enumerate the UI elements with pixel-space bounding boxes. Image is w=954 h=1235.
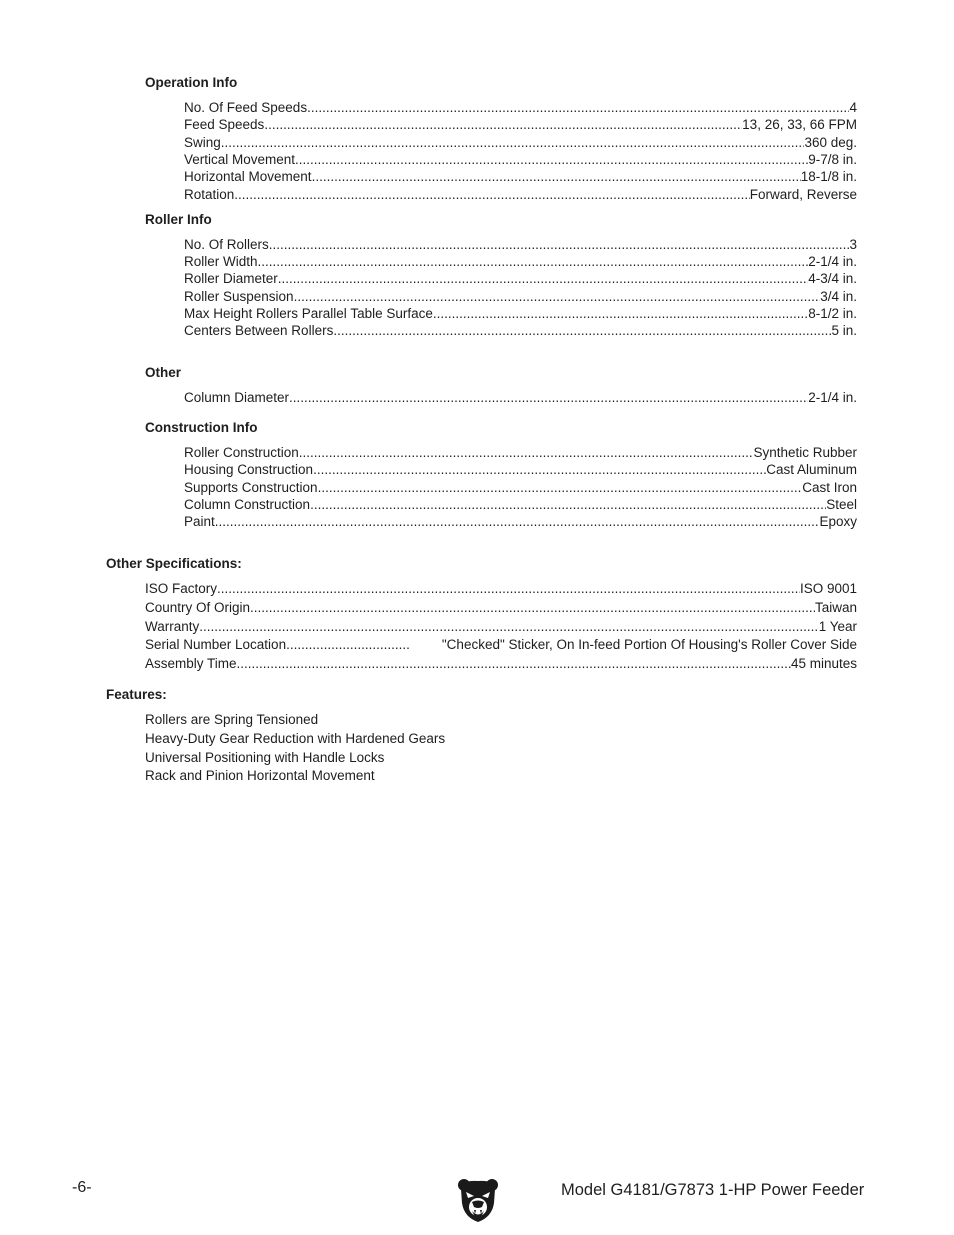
spec-row-max-height-rollers — [184, 305, 857, 322]
page-number: -6- — [72, 1179, 92, 1196]
spec-value: 4-3/4 in. — [808, 271, 857, 286]
spec-row-column-construction — [184, 496, 857, 513]
spec-value: "Checked" Sticker, On In-feed Portion Of Housing's Roller Cover Side — [441, 637, 857, 652]
spec-row-swing — [184, 134, 857, 151]
spec-value: ISO 9001 — [799, 581, 857, 596]
spec-label: Centers Between Rollers — [184, 323, 334, 338]
spec-value: 2-1/4 in. — [808, 254, 857, 269]
feature-item: Universal Positioning with Handle Locks — [145, 750, 385, 765]
spec-value: 4 — [849, 100, 857, 115]
spec-value: Taiwan — [814, 600, 857, 615]
spec-row-vertical-movement — [184, 151, 857, 168]
spec-value: 13, 26, 33, 66 FPM — [742, 117, 857, 132]
spec-value: Steel — [826, 497, 857, 512]
dot-leader — [264, 116, 742, 133]
spec-row-feed-speeds — [184, 116, 857, 133]
spec-value: Forward, Reverse — [749, 187, 857, 202]
features-heading: Features: — [106, 687, 167, 702]
dot-leader — [237, 655, 791, 672]
dot-leader — [199, 618, 818, 635]
spec-label: Serial Number Location — [145, 637, 287, 652]
dot-leader — [295, 151, 808, 168]
spec-label: Housing Construction — [184, 462, 314, 477]
spec-value: Synthetic Rubber — [753, 445, 857, 460]
spec-row-serial-number-location — [145, 636, 857, 653]
spec-label: Horizontal Movement — [184, 169, 312, 184]
spec-label: Swing — [184, 135, 221, 150]
spec-row-roller-width — [184, 253, 857, 270]
spec-label: Warranty — [145, 619, 200, 634]
feature-item: Rollers are Spring Tensioned — [145, 712, 319, 727]
spec-label: Paint — [184, 514, 215, 529]
spec-label: Vertical Movement — [184, 152, 296, 167]
dot-leader — [294, 288, 821, 305]
construction-info-heading: Construction Info — [145, 420, 258, 435]
spec-value: 3/4 in. — [820, 289, 857, 304]
spec-row-warranty — [145, 618, 857, 635]
dot-leader — [217, 580, 800, 597]
spec-row-roller-construction — [184, 444, 857, 461]
dot-leader — [307, 99, 849, 116]
spec-value: 8-1/2 in. — [808, 306, 857, 321]
dot-leader — [312, 168, 801, 185]
spec-label: Supports Construction — [184, 480, 318, 495]
dot-leader — [269, 236, 850, 253]
spec-label: Country Of Origin — [145, 600, 251, 615]
spec-label: Column Construction — [184, 497, 311, 512]
dot-leader — [258, 253, 809, 270]
spec-value: 1 Year — [818, 619, 857, 634]
dot-leader — [318, 479, 803, 496]
spec-row-feed-speed-count — [184, 99, 857, 116]
dot-leader — [433, 305, 808, 322]
spec-row-iso-factory — [145, 580, 857, 597]
operation-info-heading: Operation Info — [145, 75, 238, 90]
spec-row-assembly-time — [145, 655, 857, 672]
other-specifications-heading: Other Specifications: — [106, 556, 242, 571]
model-title: Model G4181/G7873 1-HP Power Feeder — [561, 1181, 865, 1199]
spec-row-roller-count — [184, 236, 857, 253]
spec-value: Cast Iron — [802, 480, 857, 495]
spec-label: Feed Speeds — [184, 117, 265, 132]
spec-label: Max Height Rollers Parallel Table Surface — [184, 306, 433, 321]
spec-value: 18-1/8 in. — [800, 169, 857, 184]
spec-value: 5 in. — [831, 323, 857, 338]
feature-item: Heavy-Duty Gear Reduction with Hardened Gears — [145, 731, 446, 746]
spec-row-rotation — [184, 186, 857, 203]
dot-leader — [299, 444, 754, 461]
spec-row-paint — [184, 513, 857, 530]
spec-value: Epoxy — [819, 514, 857, 529]
dot-leader — [310, 496, 826, 513]
spec-label: No. Of Feed Speeds — [184, 100, 308, 115]
spec-label: Roller Diameter — [184, 271, 278, 286]
dot-leader — [278, 270, 808, 287]
dot-leader — [286, 636, 410, 653]
dot-leader — [221, 134, 805, 151]
spec-value: Cast Aluminum — [766, 462, 857, 477]
other-heading: Other — [145, 365, 182, 380]
spec-row-column-diameter — [184, 389, 857, 406]
spec-label: Roller Suspension — [184, 289, 294, 304]
dot-leader — [215, 513, 820, 530]
spec-label: No. Of Rollers — [184, 237, 269, 252]
dot-leader — [313, 461, 766, 478]
spec-label: Column Diameter — [184, 390, 290, 405]
spec-value: 3 — [849, 237, 857, 252]
spec-label: Roller Width — [184, 254, 258, 269]
spec-value: 9-7/8 in. — [808, 152, 857, 167]
spec-row-roller-centers — [184, 322, 857, 339]
spec-value: 360 deg. — [804, 135, 857, 150]
spec-value: 2-1/4 in. — [808, 390, 857, 405]
dot-leader — [289, 389, 808, 406]
roller-info-heading: Roller Info — [145, 212, 212, 227]
spec-row-roller-suspension — [184, 288, 857, 305]
spec-label: Assembly Time — [145, 656, 237, 671]
spec-row-supports-construction — [184, 479, 857, 496]
grizzly-bear-head-icon — [457, 1177, 499, 1223]
dot-leader — [333, 322, 831, 339]
dot-leader — [250, 599, 815, 616]
spec-value: 45 minutes — [790, 656, 857, 671]
feature-item: Rack and Pinion Horizontal Movement — [145, 768, 375, 783]
dot-leader — [234, 186, 749, 203]
spec-label: Roller Construction — [184, 445, 299, 460]
spec-row-horizontal-movement — [184, 168, 857, 185]
spec-row-country-of-origin — [145, 599, 857, 616]
spec-row-housing-construction — [184, 461, 857, 478]
spec-label: ISO Factory — [145, 581, 218, 596]
spec-row-roller-diameter — [184, 270, 857, 287]
spec-label: Rotation — [184, 187, 235, 202]
